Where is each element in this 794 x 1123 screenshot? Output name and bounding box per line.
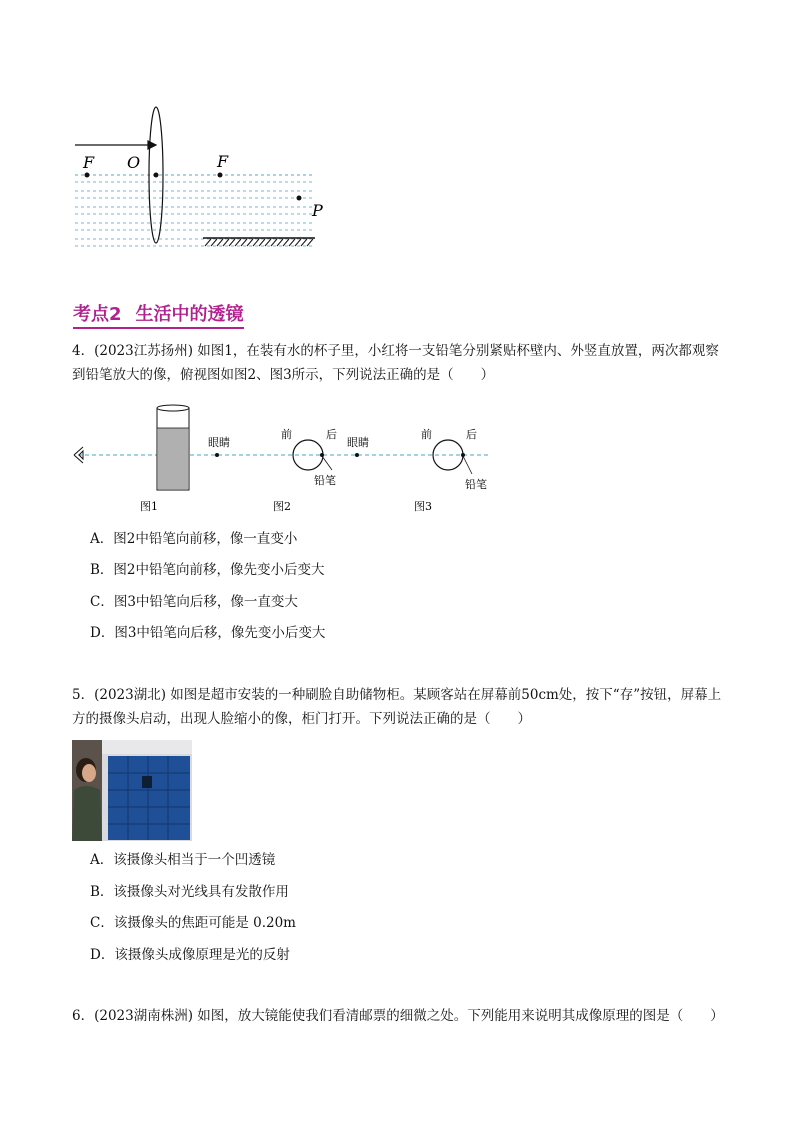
label-f-left: F bbox=[83, 153, 95, 172]
focus-left-dot bbox=[85, 173, 90, 178]
pencil-leader-3 bbox=[463, 456, 472, 474]
q4-option-b: B．图2中铅笔向前移，像先变小后变大 bbox=[90, 562, 325, 578]
eye-dot-2 bbox=[355, 453, 359, 457]
q4-option-c: C．图3中铅笔向后移，像一直变大 bbox=[90, 594, 298, 610]
figure-2-caption: 图2 bbox=[273, 500, 291, 513]
pencil-leader-2 bbox=[322, 456, 332, 470]
front-label-3: 前 bbox=[421, 428, 432, 441]
lens-diagram bbox=[70, 100, 330, 255]
q5-option-a: A．该摄像头相当于一个凹透镜 bbox=[90, 852, 276, 868]
question-4-stem: 4．(2023江苏扬州) 如图1，在装有水的杯子里，小红将一支铅笔分别紧贴杯壁内、外竖直放置，两次都观察到铅笔放大的像，俯视图如图2、图3所示，下列说法正确的是（ ） bbox=[72, 343, 719, 383]
q4-option-d: D．图3中铅笔向后移，像先变小后变大 bbox=[90, 625, 326, 641]
locker-photo bbox=[72, 740, 192, 841]
label-p: P bbox=[312, 201, 323, 220]
optical-center-dot bbox=[154, 173, 159, 178]
eye-label-1: 眼睛 bbox=[208, 436, 230, 449]
incident-ray bbox=[75, 141, 156, 149]
figure-3-caption: 图3 bbox=[414, 500, 432, 513]
pencil-label-2: 铅笔 bbox=[314, 474, 336, 487]
label-f-right: F bbox=[217, 152, 229, 171]
section-heading bbox=[73, 300, 244, 329]
water-cup bbox=[157, 405, 189, 490]
question-4-figure bbox=[70, 400, 500, 520]
question-5-stem: 5．(2023湖北) 如图是超市安装的一种刷脸自助储物柜。某顾客站在屏幕前50cm处，按下“存”按钮，屏幕上方的摄像头启动，出现人脸缩小的像，柜门打开。下列说法正确的是（ ） bbox=[72, 687, 722, 727]
q4-option-a: A．图2中铅笔向前移，像一直变小 bbox=[90, 531, 298, 547]
q5-option-d: D．该摄像头成像原理是光的反射 bbox=[90, 947, 290, 963]
water-dashed-lines bbox=[75, 175, 315, 246]
eye-dot-1 bbox=[215, 453, 219, 457]
section-number: 考点2 bbox=[73, 304, 122, 325]
label-o: O bbox=[127, 153, 141, 172]
q5-option-b: B．该摄像头对光线具有发散作用 bbox=[90, 884, 289, 900]
figure-1-caption: 图1 bbox=[140, 500, 158, 513]
focus-right-dot bbox=[218, 173, 223, 178]
front-label-2: 前 bbox=[281, 428, 292, 441]
pencil-label-3: 铅笔 bbox=[465, 478, 487, 491]
back-label-3: 后 bbox=[466, 428, 477, 441]
section-title-text: 生活中的透镜 bbox=[135, 304, 244, 325]
point-p-dot bbox=[297, 196, 302, 201]
back-label-2: 后 bbox=[326, 428, 337, 441]
eye-label-2: 眼睛 bbox=[347, 436, 369, 449]
question-6-stem: 6．(2023湖南株洲) 如图，放大镜能使我们看清邮票的细微之处。下列能用来说明其成像原理的图是（ ） bbox=[72, 1008, 724, 1024]
q5-option-c: C．该摄像头的焦距可能是 0.20m bbox=[90, 915, 296, 931]
